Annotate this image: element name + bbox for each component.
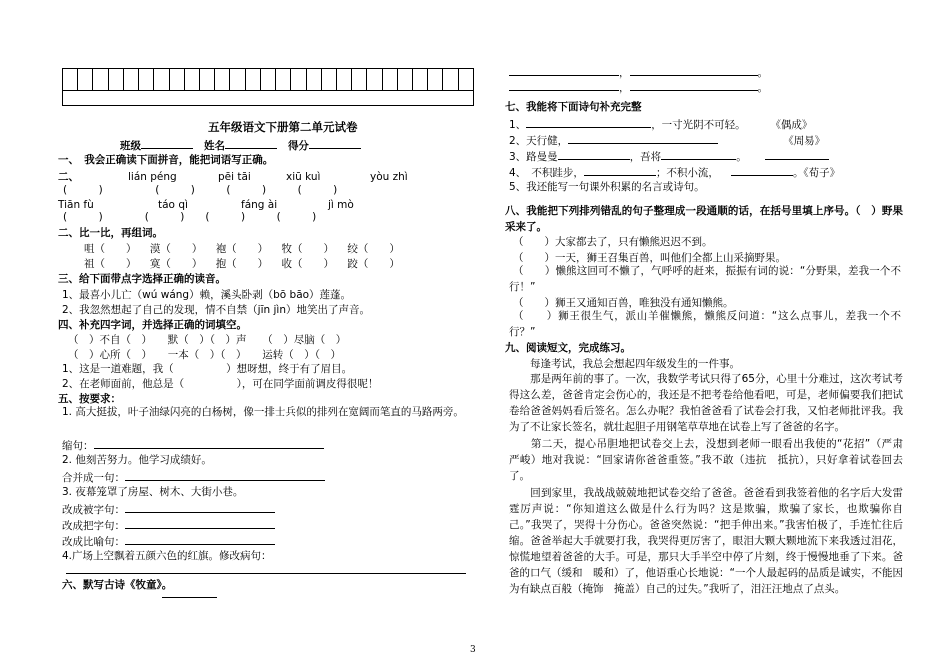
ba-task: 改成把字句：: [62, 517, 275, 533]
grid-cell: [291, 69, 306, 90]
section-4-heading: 四、补充四字词，并选择正确的词填空。: [58, 319, 247, 331]
header-grid: [62, 68, 474, 106]
grid-cell: [200, 69, 215, 90]
grid-cell: [185, 69, 200, 90]
answer-parens-2[interactable]: ( ) ( ) ( ) ( ): [63, 211, 317, 223]
order-item-5[interactable]: （ ）狮王很生气，派山羊催懒熊，懒熊反问道：“这么点事儿，差我一个不行？”: [509, 310, 901, 338]
poem-title-line[interactable]: [162, 586, 217, 602]
page-number: 3: [470, 645, 476, 655]
answer-parens-1[interactable]: ( ) ( ) ( ) ( ): [63, 184, 338, 196]
name-blank[interactable]: [225, 137, 277, 149]
section-3-heading: 三、给下面带点字选择正确的读音。: [58, 273, 226, 285]
fix-answer[interactable]: [66, 562, 466, 578]
poem-line-1: 1、 ，一寸光阴不可轻。 《偶成》: [509, 116, 812, 132]
poem-line-4: 4、 不积跬步， ；不积小流， 。《荀子》: [509, 164, 840, 180]
passage-para-4: 回到家里，我战战兢兢地把试卷交给了爸爸。爸爸看到我签着他的名字后大发雷霆厉声说：“你知道这么做是什么行为吗？这是欺骗，欺骗了家长，也欺骗你自己。”我哭了，哭得十分伤心。爸爸突然说：“把手伸出来。”我害怕极了，手连忙往后缩。爸爸举起大手就要打我，我哭得更厉害了，眼泪大颗大颗地流下来我透过泪花，惊慌地望着爸爸的大手。可是，那只大手半空中停了片刻，终于慢慢地垂了下来。爸爸的口气（缓和 暖和）了，他语重心长地说：“一个人最起码的品质是诚实，不能因为有缺点百般（掩饰 掩盖）自己的过失。”我听了，泪汪汪地点了点头。: [509, 487, 903, 595]
order-item-3[interactable]: （ ）懒熊这回可不懒了，气呼呼的赶来，振振有词的说：“分野果，差我一个不行！”: [509, 265, 901, 293]
idiom-q2: 2、在老师面前，他总是（ ），可在同学面前调皮得很呢！: [62, 378, 379, 390]
grid-cell: [459, 69, 473, 90]
grid-cell: [154, 69, 169, 90]
grid-cell: [78, 69, 93, 90]
section-9-heading: 九、阅读短文，完成练习。: [505, 342, 631, 354]
compare-row-2[interactable]: 祖（ ） 寞（ ） 抱（ ） 收（ ） 跤（ ）: [84, 258, 400, 270]
section-5-heading: 五、按要求：: [58, 393, 121, 405]
grid-cell: [428, 69, 443, 90]
student-info: 班级 姓名 得分: [120, 137, 361, 153]
grid-cell: [367, 69, 382, 90]
grid-cell: [413, 69, 428, 90]
idiom-q1: 1、这是一道难题，我（ ）想呀想，终于有了眉目。: [62, 363, 353, 375]
grid-cell: [261, 69, 276, 90]
grid-cell: [307, 69, 322, 90]
task-q1: 1. 高大挺拔，叶子油绿闪亮的白杨树，像一排士兵似的排列在宽阔而笔直的马路两旁。: [62, 406, 464, 418]
idiom-row-2[interactable]: （ ）心所（ ） 一本（ ）（ ） 运转（ ）（ ）: [68, 349, 341, 361]
section-2-heading: 二、比一比，再组词。: [58, 227, 163, 239]
grid-cell: [383, 69, 398, 90]
order-item-4[interactable]: （ ）狮王又通知百兽，唯独没有通知懒熊。: [513, 297, 734, 309]
passage-para-3: 第二天，提心吊胆地把试卷交上去，没想到老师一眼看出我使的“花招”（严肃 严峻）地对我说：“回家请你爸爸重签。”我不敢（违抗 抵抗），只好拿着试卷回去了。: [509, 438, 914, 482]
passage-para-1: 每逢考试，我总会想起四年级发生的一件事。: [509, 358, 740, 370]
reading-q2: 2、我忽然想起了自己的发现，情不自禁（jīn jìn）地笑出了声音。: [62, 304, 370, 316]
grid-cell: [215, 69, 230, 90]
grid-cell: [276, 69, 291, 90]
top-lines-2[interactable]: ， 。: [509, 79, 768, 95]
idiom-row-1[interactable]: （ ）不自（ ） 默（ ）（ ）声 （ ）尽脑（ ）: [68, 334, 347, 346]
grid-cell: [443, 69, 458, 90]
task-q4: 4.广场上空飘着五颜六色的红旗。修改病句：: [62, 550, 272, 562]
grid-cell: [109, 69, 124, 90]
poem-line-5: 5、我还能写一句课外积累的名言或诗句。: [509, 181, 705, 193]
order-item-2[interactable]: （ ）一天，狮王召集百兽，叫他们全都上山采摘野果。: [513, 252, 786, 264]
task-q2: 2. 他刻苦努力。他学习成绩好。: [62, 454, 212, 466]
grid-cell: [337, 69, 352, 90]
pinyin-row-1: 二、 lián péng pēi tāi xiū kuì yòu zhì: [58, 171, 408, 183]
compare-row-1[interactable]: 咀（ ） 漠（ ） 袍（ ） 牧（ ） 绞（ ）: [84, 243, 400, 255]
grid-cell: [93, 69, 108, 90]
grid-cell: [124, 69, 139, 90]
section-8-heading: 八、我能把下列排列错乱的句子整理成一段通顺的话，在括号里填上序号。（ ）野果采来了。: [505, 205, 903, 233]
grid-cell: [246, 69, 261, 90]
reading-q1: 1、最喜小儿亡（wú wáng）赖，溪头卧剥（bō bāo）莲蓬。: [62, 289, 352, 301]
shorten-task: 缩句：: [62, 437, 324, 453]
top-lines[interactable]: ， 。: [509, 64, 768, 80]
combine-answer[interactable]: [125, 469, 325, 481]
grid-cell: [322, 69, 337, 90]
grid-cell: [230, 69, 245, 90]
header-grid-cells: [63, 69, 473, 91]
grid-cell: [63, 69, 78, 90]
exam-title: 五年级语文下册第二单元试卷: [208, 120, 358, 134]
grid-cell: [139, 69, 154, 90]
score-blank[interactable]: [309, 137, 361, 149]
combine-task: 合并成一句：: [62, 469, 325, 485]
poem-line-2: 2、天行健， 《周易》: [509, 132, 825, 148]
task-q3: 3. 夜幕笼罩了房屋、树木、大街小巷。: [62, 486, 244, 498]
poem-line-3: 3、路曼曼 ，吾将 。: [509, 148, 829, 164]
metaphor-task: 改成比喻句：: [62, 533, 275, 549]
grid-cell: [352, 69, 367, 90]
passive-task: 改成被字句：: [62, 501, 275, 517]
section-1-heading: 一、 我会正确读下面拼音，能把词语写正确。: [58, 154, 274, 166]
shorten-answer[interactable]: [94, 437, 324, 449]
class-blank[interactable]: [141, 137, 193, 149]
section-7-heading: 七、我能将下面诗句补充完整: [505, 101, 642, 113]
section-6-heading: 六、默写古诗《牧童》。: [62, 579, 173, 591]
grid-cell: [170, 69, 185, 90]
grid-cell: [398, 69, 413, 90]
passage-para-2: 那是两年前的事了。一次，我数学考试只得了65分，心里十分难过，这次考试考得这么差，爸爸肯定会伤心的，我还是不把考卷给他看吧，可是，老师偏要我们把试卷给爸爸妈妈看后签名。怎么办呢？我怕爸爸看了试卷会打我，又怕老师批评我。我为了不让家长签名，就壮起胆子用钢笔草草地在试卷上写了爸爸的名字。: [509, 373, 903, 433]
order-item-1[interactable]: （ ）大家都去了，只有懒熊迟迟不到。: [513, 236, 713, 248]
